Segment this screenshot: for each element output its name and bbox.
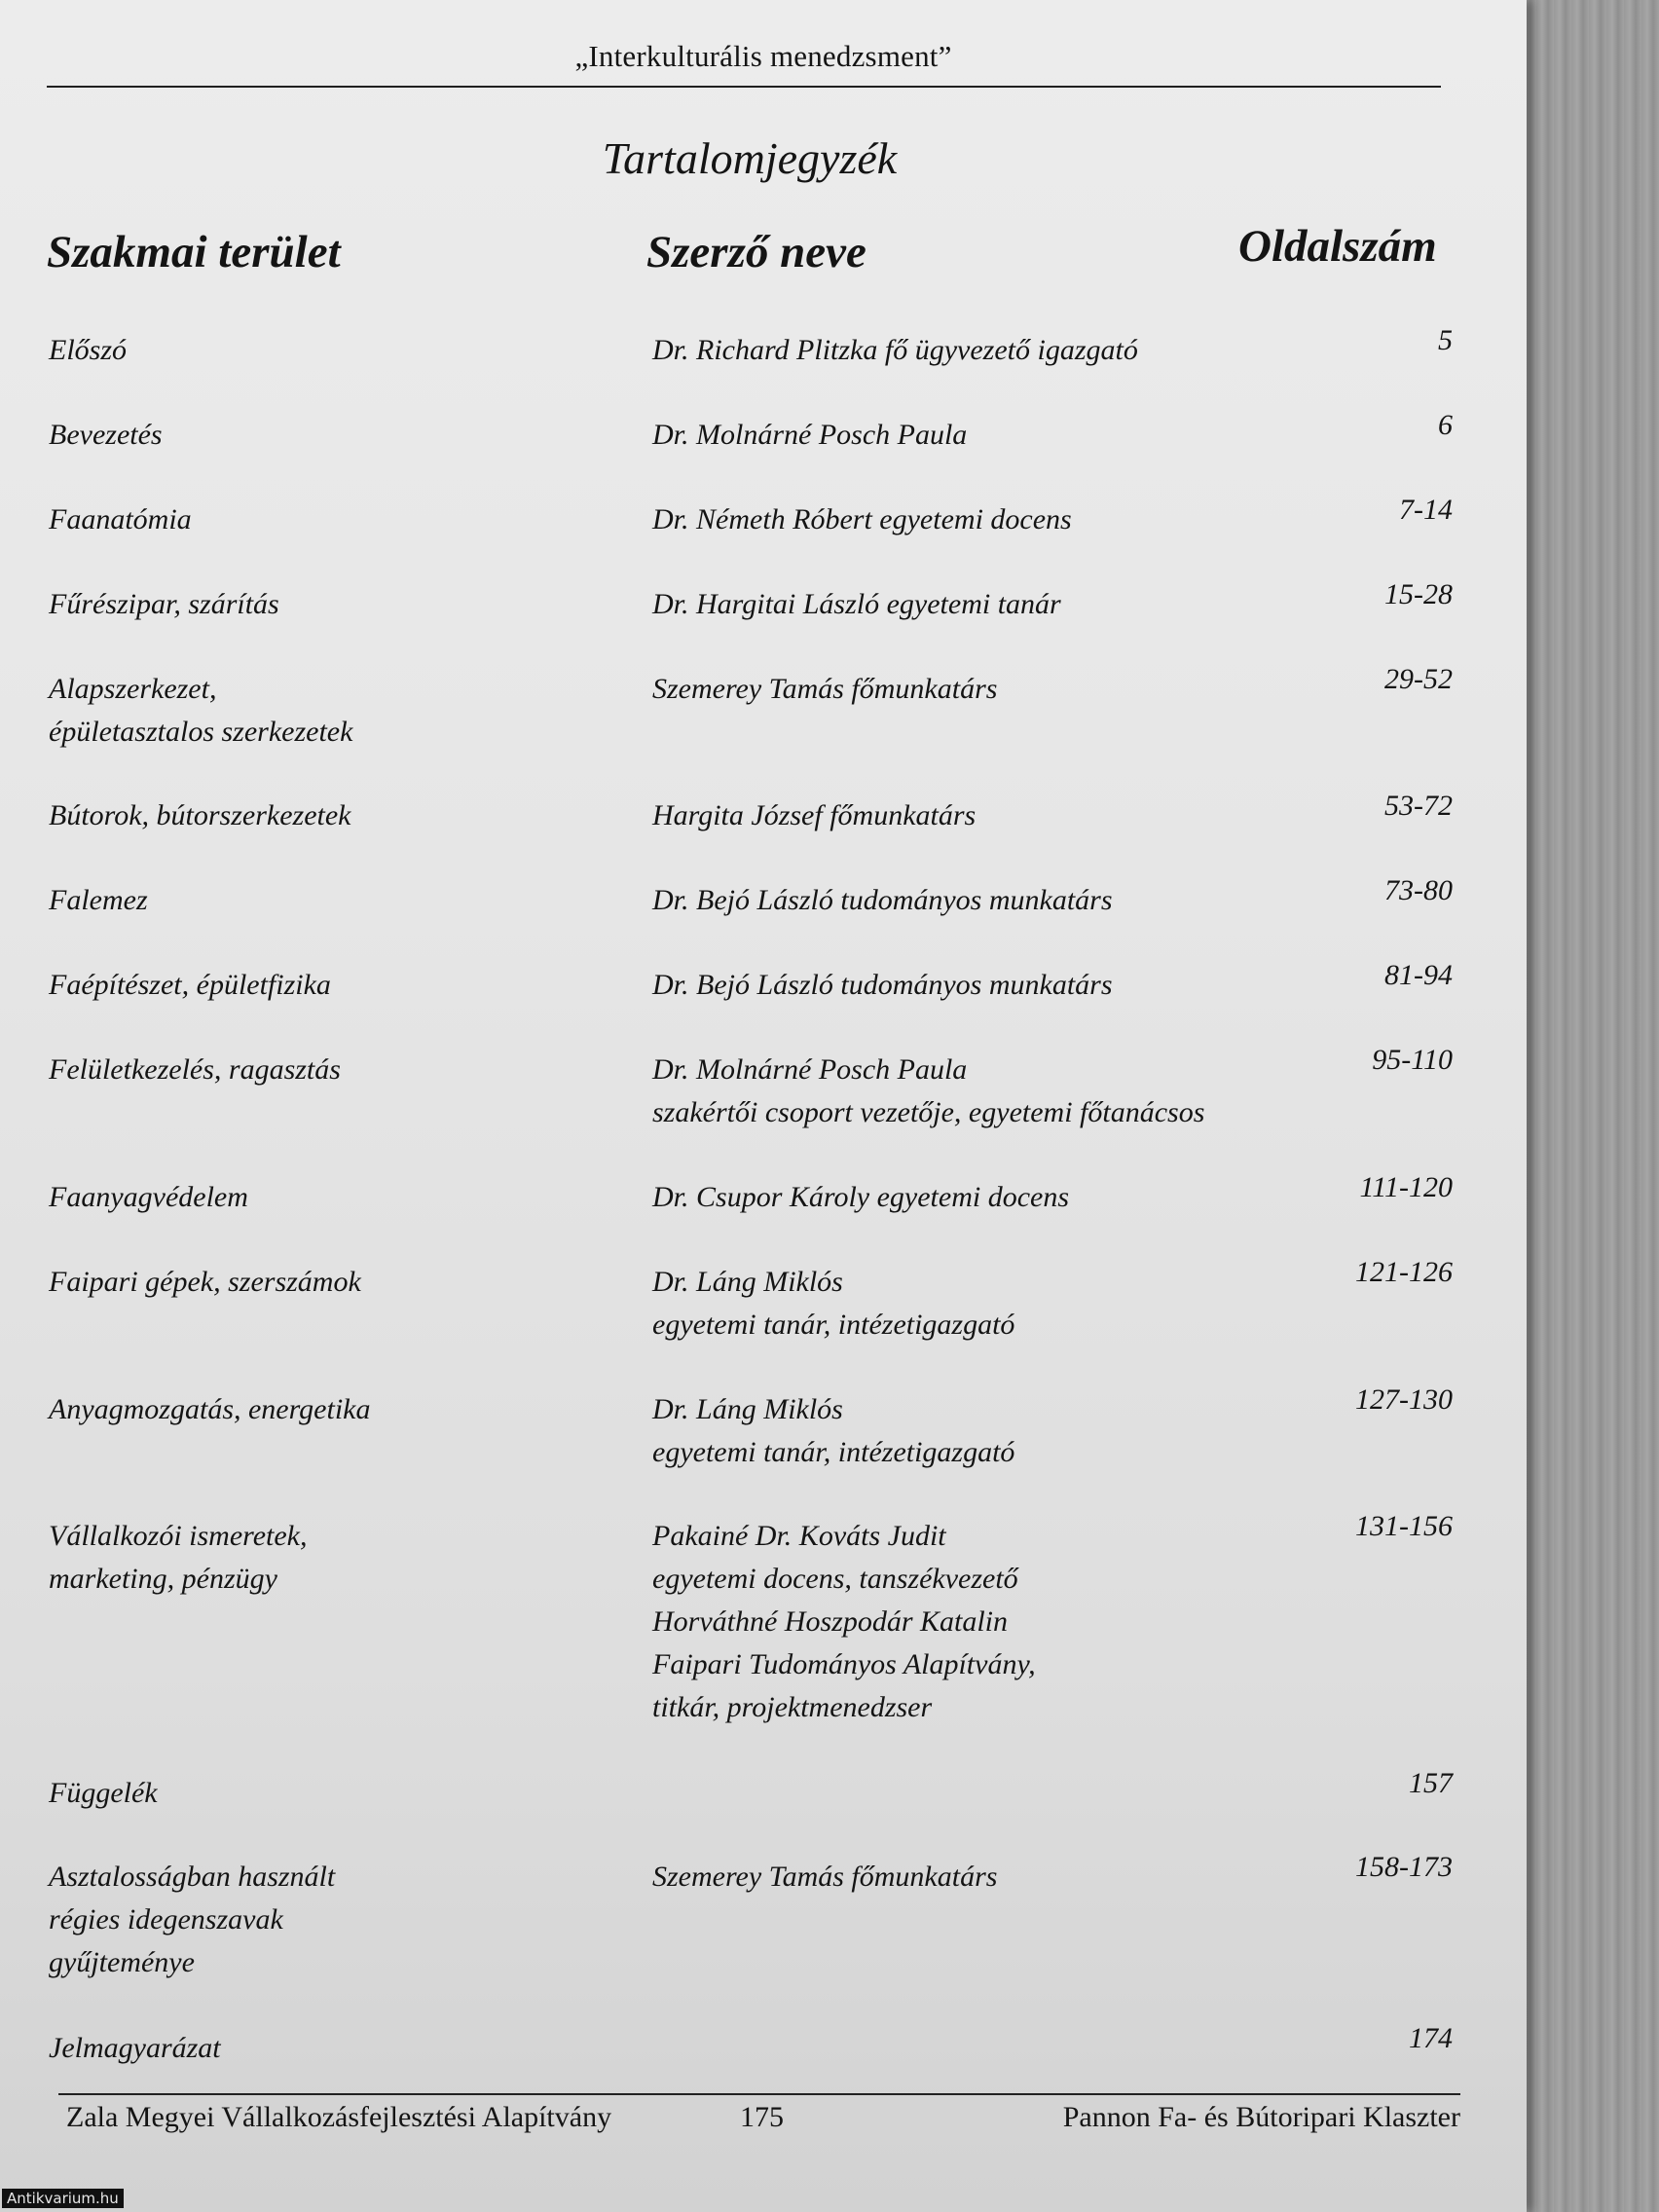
toc-pages: 29-52	[1384, 663, 1453, 695]
toc-author: Dr. Richard Plitzka fő ügyvezető igazgató	[652, 334, 1138, 366]
toc-subject: Vállalkozói ismeretek, marketing, pénzügy	[49, 1520, 308, 1595]
toc-author: Dr. Németh Róbert egyetemi docens	[652, 503, 1072, 535]
toc-pages: 174	[1409, 2022, 1453, 2054]
toc-subject: Bútorok, bútorszerkezetek	[49, 799, 351, 831]
toc-pages: 131-156	[1355, 1510, 1453, 1542]
toc-pages: 157	[1409, 1767, 1453, 1799]
toc-pages: 7-14	[1399, 494, 1453, 526]
footer-publisher: Zala Megyei Vállalkozásfejlesztési Alapítvány	[66, 2101, 612, 2133]
header-rule	[47, 86, 1441, 88]
toc-author: Dr. Molnárné Posch Paula	[652, 419, 968, 451]
running-head: „Interkulturális menedzsment”	[574, 39, 952, 73]
toc-author: Hargita József főmunkatárs	[652, 799, 977, 831]
toc-subject: Fűrészipar, szárítás	[49, 588, 279, 620]
toc-author: Dr. Bejó László tudományos munkatárs	[652, 884, 1113, 916]
toc-subject: Faipari gépek, szerszámok	[49, 1266, 361, 1298]
toc-subject: Bevezetés	[49, 419, 163, 451]
toc-subject: Faépítészet, épületfizika	[49, 969, 331, 1001]
watermark: Antikvarium.hu	[2, 2189, 124, 2208]
toc-subject: Anyagmozgatás, energetika	[49, 1393, 371, 1425]
toc-subject: Faanyagvédelem	[49, 1181, 248, 1213]
toc-pages: 73-80	[1384, 874, 1453, 906]
toc-subject: Felületkezelés, ragasztás	[49, 1053, 341, 1086]
toc-pages: 15-28	[1384, 578, 1453, 610]
toc-subject: Jelmagyarázat	[49, 2032, 221, 2064]
toc-pages: 121-126	[1355, 1256, 1453, 1288]
toc-author: Szemerey Tamás főmunkatárs	[652, 1861, 998, 1893]
toc-pages: 158-173	[1355, 1851, 1453, 1883]
footer-cluster: Pannon Fa- és Bútoripari Klaszter	[1062, 2101, 1460, 2133]
toc-pages: 95-110	[1372, 1044, 1453, 1076]
toc-author: Dr. Láng Miklós egyetemi tanár, intézetigazgató	[652, 1266, 1015, 1341]
toc-pages: 5	[1438, 324, 1453, 356]
toc-subject: Asztalosságban használt régies idegenszavak gyűjteménye	[49, 1861, 336, 1978]
toc-author: Szemerey Tamás főmunkatárs	[652, 673, 998, 705]
toc-subject: Előszó	[49, 334, 128, 366]
toc-pages: 81-94	[1384, 959, 1453, 991]
footer-page-number: 175	[740, 2101, 784, 2133]
toc-author: Dr. Csupor Károly egyetemi docens	[652, 1181, 1069, 1213]
column-header-page: Oldalszám	[1238, 221, 1437, 272]
toc-subject: Faanatómia	[49, 503, 192, 535]
page-title: Tartalomjegyzék	[602, 133, 898, 183]
toc-pages: 6	[1438, 409, 1453, 441]
footer-rule	[58, 2093, 1460, 2095]
toc-pages: 53-72	[1384, 790, 1453, 822]
toc-subject: Alapszerkezet, épületasztalos szerkezetek	[49, 673, 353, 748]
toc-author: Dr. Bejó László tudományos munkatárs	[652, 969, 1113, 1001]
toc-pages: 111-120	[1359, 1171, 1453, 1203]
toc-subject: Falemez	[49, 884, 148, 916]
desk-background	[1519, 0, 1659, 2212]
toc-author: Dr. Molnárné Posch Paula szakértői csoport vezetője, egyetemi főtanácsos	[652, 1053, 1205, 1128]
toc-author: Pakainé Dr. Kováts Judit egyetemi docens, tanszékvezető Horváthné Hoszpodár Katalin Faipari Tudományos Alapítvány, titkár, projektmenedzser	[652, 1520, 1036, 1723]
column-header-subject: Szakmai terület	[47, 227, 341, 277]
toc-author: Dr. Hargitai László egyetemi tanár	[652, 588, 1061, 620]
column-header-author: Szerző neve	[646, 227, 866, 277]
toc-author: Dr. Láng Miklós egyetemi tanár, intézetigazgató	[652, 1393, 1015, 1468]
toc-subject: Függelék	[49, 1777, 158, 1809]
toc-pages: 127-130	[1355, 1383, 1453, 1416]
